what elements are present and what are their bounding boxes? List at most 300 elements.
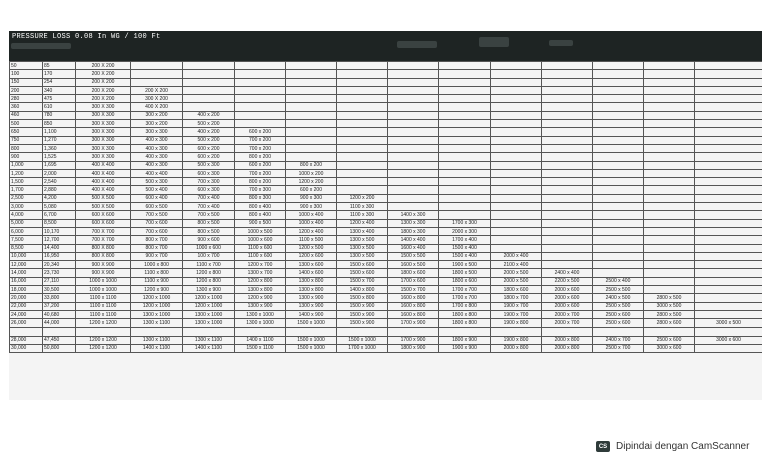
table-cell <box>388 95 439 103</box>
table-cell: 2800 x 500 <box>644 294 695 302</box>
table-cell <box>593 244 644 252</box>
table-cell: 1800 x 500 <box>439 269 491 277</box>
table-cell: 4,200 <box>43 194 76 202</box>
table-cell: 3000 x 600 <box>695 336 763 344</box>
table-cell <box>337 153 388 161</box>
table-cell: 850 <box>43 120 76 128</box>
table-cell: 2000 x 800 <box>542 336 593 344</box>
table-cell: 800 x 300 <box>235 194 286 202</box>
table-cell: 400 x 300 <box>131 136 183 144</box>
table-cell <box>388 62 439 70</box>
table-row <box>10 261 763 269</box>
table-cell: 800 x 500 <box>183 219 235 227</box>
table-cell: 1300 x 600 <box>286 261 337 269</box>
table-cell <box>542 219 593 227</box>
table-cell: 1,100 <box>43 128 76 136</box>
table-cell <box>235 70 286 78</box>
table-row <box>10 336 763 344</box>
table-cell: 1400 x 400 <box>388 236 439 244</box>
table-cell: 2400 x 500 <box>593 294 644 302</box>
table-cell <box>286 327 337 336</box>
table-cell: 1200 x 800 <box>183 269 235 277</box>
table-cell: 14,000 <box>10 269 43 277</box>
table-cell: 500 <box>10 120 43 128</box>
table-cell <box>695 86 763 94</box>
table-cell <box>695 136 763 144</box>
table-cell <box>542 186 593 194</box>
table-row <box>10 277 763 285</box>
table-cell <box>593 269 644 277</box>
table-cell <box>644 244 695 252</box>
table-cell: 300 x 300 <box>131 128 183 136</box>
table-cell: 360 <box>10 103 43 111</box>
table-cell <box>644 194 695 202</box>
table-row <box>10 169 763 177</box>
table-cell: 300 x 200 <box>131 111 183 119</box>
table-cell <box>593 103 644 111</box>
table-cell <box>644 178 695 186</box>
table-cell: 800 x 700 <box>131 236 183 244</box>
table-cell: 300 X 300 <box>76 153 131 161</box>
table-cell <box>491 219 542 227</box>
table-cell: 1500 x 700 <box>337 277 388 285</box>
table-row <box>10 62 763 70</box>
table-cell <box>491 103 542 111</box>
table-cell <box>439 203 491 211</box>
table-cell: 4,000 <box>10 211 43 219</box>
table-cell <box>593 211 644 219</box>
table-cell: 475 <box>43 95 76 103</box>
table-cell: 1300 x 800 <box>286 286 337 294</box>
table-cell: 1500 x 400 <box>439 244 491 252</box>
table-cell <box>542 62 593 70</box>
table-cell: 200 X 200 <box>76 86 131 94</box>
table-cell: 400 x 400 <box>131 169 183 177</box>
table-cell: 1200 x 800 <box>235 277 286 285</box>
table-cell <box>491 70 542 78</box>
table-cell: 700 x 600 <box>131 219 183 227</box>
table-cell: 1500 x 700 <box>388 286 439 294</box>
table-cell <box>337 144 388 152</box>
table-cell: 47,450 <box>43 336 76 344</box>
table-cell <box>695 194 763 202</box>
table-cell <box>491 203 542 211</box>
table-cell <box>491 111 542 119</box>
table-row <box>10 269 763 277</box>
table-cell: 1700 x 600 <box>388 277 439 285</box>
table-cell <box>695 294 763 302</box>
table-cell <box>131 62 183 70</box>
table-cell: 2500 x 500 <box>593 302 644 310</box>
table-row <box>10 310 763 318</box>
table-cell <box>542 194 593 202</box>
table-cell: 1000 x 200 <box>286 169 337 177</box>
table-cell: 800 <box>10 144 43 152</box>
table-cell <box>439 178 491 186</box>
table-cell <box>542 153 593 161</box>
table-cell: 1000 x 600 <box>183 244 235 252</box>
table-cell: 1200 x 1200 <box>76 344 131 352</box>
table-cell: 800 x 200 <box>235 178 286 186</box>
table-cell: 100 x 700 <box>183 252 235 260</box>
table-cell <box>695 169 763 177</box>
table-cell <box>439 128 491 136</box>
table-cell: 1600 x 400 <box>388 244 439 252</box>
table-cell: 1100 x 600 <box>235 252 286 260</box>
table-row <box>10 111 763 119</box>
table-cell <box>388 78 439 86</box>
table-cell <box>286 136 337 144</box>
table-cell: 1000 x 600 <box>235 236 286 244</box>
table-row <box>10 244 763 252</box>
table-cell: 600 x 200 <box>183 153 235 161</box>
scan-artifact <box>479 37 509 47</box>
table-cell: 1300 x 1000 <box>235 319 286 327</box>
table-cell <box>593 70 644 78</box>
table-cell: 2000 x 400 <box>491 252 542 260</box>
table-cell <box>542 169 593 177</box>
table-cell <box>695 128 763 136</box>
scan-artifact <box>397 41 437 48</box>
table-cell: 6,700 <box>43 211 76 219</box>
table-cell: 1300 x 700 <box>235 269 286 277</box>
table-cell <box>131 78 183 86</box>
table-cell: 500 X 500 <box>76 194 131 202</box>
scan-artifact <box>11 43 71 49</box>
table-cell <box>491 169 542 177</box>
table-row <box>10 327 763 336</box>
table-row <box>10 161 763 169</box>
table-cell <box>593 144 644 152</box>
table-cell: 1800 x 600 <box>388 269 439 277</box>
table-cell: 1500 x 500 <box>388 252 439 260</box>
table-cell <box>388 120 439 128</box>
table-cell <box>644 153 695 161</box>
table-cell <box>644 111 695 119</box>
table-cell: 300 X 300 <box>76 144 131 152</box>
table-cell: 300 X 300 <box>76 136 131 144</box>
table-row <box>10 302 763 310</box>
table-cell: 600 X 600 <box>76 211 131 219</box>
table-cell <box>235 111 286 119</box>
table-cell: 1,360 <box>43 144 76 152</box>
table-cell <box>644 236 695 244</box>
table-cell: 8,500 <box>10 244 43 252</box>
table-cell <box>695 277 763 285</box>
table-cell: 460 <box>10 111 43 119</box>
table-cell <box>388 327 439 336</box>
table-cell: 100 <box>10 70 43 78</box>
table-cell <box>593 236 644 244</box>
table-cell <box>644 86 695 94</box>
table-cell: 2,540 <box>43 178 76 186</box>
table-cell <box>542 70 593 78</box>
table-cell: 1700 x 400 <box>439 236 491 244</box>
duct-size-table-body <box>10 62 763 353</box>
table-cell <box>695 219 763 227</box>
table-cell <box>644 62 695 70</box>
table-cell: 800 x 700 <box>131 244 183 252</box>
table-cell: 400 x 200 <box>183 111 235 119</box>
table-cell: 1500 x 1000 <box>337 336 388 344</box>
table-cell <box>542 261 593 269</box>
table-cell: 300 X 300 <box>76 120 131 128</box>
table-cell: 1100 x 1100 <box>76 302 131 310</box>
table-cell <box>388 128 439 136</box>
table-cell: 1,525 <box>43 153 76 161</box>
table-cell: 1500 x 600 <box>337 261 388 269</box>
table-title: PRESSURE LOSS 0.08 In WG / 100 Ft <box>12 33 161 41</box>
table-cell: 2200 x 500 <box>542 277 593 285</box>
table-cell <box>286 111 337 119</box>
table-cell: 400 x 300 <box>131 144 183 152</box>
table-cell: 1600 x 800 <box>388 294 439 302</box>
table-cell <box>439 169 491 177</box>
table-cell: 2500 x 700 <box>593 344 644 352</box>
duct-size-table-wrap <box>9 61 762 400</box>
table-cell <box>644 169 695 177</box>
table-cell: 400 x 300 <box>131 153 183 161</box>
table-cell <box>388 169 439 177</box>
table-cell <box>286 78 337 86</box>
table-cell: 300 X 300 <box>76 111 131 119</box>
table-cell: 1300 x 500 <box>337 244 388 252</box>
table-cell: 1800 x 800 <box>439 319 491 327</box>
table-row <box>10 294 763 302</box>
table-row <box>10 103 763 111</box>
table-cell: 1000 x 400 <box>286 219 337 227</box>
table-cell: 1300 x 900 <box>235 302 286 310</box>
table-cell: 200 X 200 <box>131 86 183 94</box>
table-cell: 1500 x 1100 <box>235 344 286 352</box>
table-cell <box>439 120 491 128</box>
table-cell <box>695 161 763 169</box>
table-cell <box>439 86 491 94</box>
table-cell: 500 x 200 <box>183 120 235 128</box>
table-cell <box>388 153 439 161</box>
table-cell: 1800 x 900 <box>388 344 439 352</box>
table-cell: 500 x 300 <box>183 161 235 169</box>
table-cell: 800 x 200 <box>286 161 337 169</box>
table-cell: 2000 x 600 <box>542 286 593 294</box>
table-row <box>10 227 763 235</box>
table-cell <box>695 236 763 244</box>
table-cell <box>695 261 763 269</box>
table-cell: 1500 x 900 <box>337 302 388 310</box>
table-cell: 6,000 <box>10 227 43 235</box>
table-cell <box>43 327 76 336</box>
table-cell: 800 X 800 <box>76 244 131 252</box>
table-cell: 8,500 <box>43 219 76 227</box>
table-cell: 2400 x 700 <box>593 336 644 344</box>
table-cell: 1300 x 1100 <box>131 336 183 344</box>
table-header-band <box>9 31 762 61</box>
table-cell <box>183 95 235 103</box>
table-cell: 1400 x 1100 <box>131 344 183 352</box>
table-cell <box>337 103 388 111</box>
table-cell <box>131 70 183 78</box>
table-cell: 400 X 200 <box>131 103 183 111</box>
table-cell: 20,340 <box>43 261 76 269</box>
table-cell <box>491 327 542 336</box>
table-cell <box>235 327 286 336</box>
table-cell: 1300 x 1100 <box>131 319 183 327</box>
table-cell: 1600 x 800 <box>388 310 439 318</box>
table-cell: 800 x 500 <box>183 227 235 235</box>
table-cell <box>388 186 439 194</box>
table-cell <box>337 120 388 128</box>
table-row <box>10 194 763 202</box>
table-cell <box>439 186 491 194</box>
table-cell <box>695 310 763 318</box>
table-cell: 1,695 <box>43 161 76 169</box>
table-cell: 1900 x 800 <box>491 319 542 327</box>
table-cell <box>439 161 491 169</box>
table-cell <box>235 78 286 86</box>
table-cell <box>644 120 695 128</box>
table-cell: 1700 x 700 <box>439 286 491 294</box>
table-cell: 1300 x 900 <box>286 294 337 302</box>
table-cell: 1900 x 900 <box>439 344 491 352</box>
table-cell: 700 x 200 <box>235 136 286 144</box>
table-cell <box>491 128 542 136</box>
table-cell <box>695 120 763 128</box>
table-cell: 400 X 400 <box>76 178 131 186</box>
table-cell: 1700 x 1000 <box>337 344 388 352</box>
table-cell: 1300 x 800 <box>286 277 337 285</box>
table-cell: 1200 x 700 <box>235 261 286 269</box>
table-cell: 16,950 <box>43 252 76 260</box>
table-cell: 1900 x 800 <box>491 336 542 344</box>
table-row <box>10 344 763 352</box>
table-cell <box>593 261 644 269</box>
table-cell <box>337 169 388 177</box>
table-cell: 1900 x 700 <box>491 302 542 310</box>
table-cell: 1200 x 1000 <box>183 294 235 302</box>
table-cell: 170 <box>43 70 76 78</box>
table-cell: 27,110 <box>43 277 76 285</box>
table-row <box>10 78 763 86</box>
table-cell: 1200 x 200 <box>286 178 337 186</box>
table-cell: 1000 x 800 <box>131 261 183 269</box>
table-cell: 1,200 <box>10 169 43 177</box>
table-cell <box>183 70 235 78</box>
table-row <box>10 319 763 327</box>
table-cell <box>695 62 763 70</box>
table-cell: 1100 x 900 <box>131 277 183 285</box>
table-cell: 44,000 <box>43 319 76 327</box>
table-cell: 22,000 <box>10 302 43 310</box>
table-cell <box>337 78 388 86</box>
table-cell: 1100 x 500 <box>286 236 337 244</box>
table-cell: 14,400 <box>43 244 76 252</box>
table-cell: 5,000 <box>10 219 43 227</box>
table-cell: 1200 x 1000 <box>183 302 235 310</box>
table-cell: 2000 x 600 <box>542 302 593 310</box>
table-cell: 300 X 300 <box>76 128 131 136</box>
table-cell <box>542 236 593 244</box>
table-cell: 18,000 <box>10 286 43 294</box>
table-cell <box>491 194 542 202</box>
table-cell <box>439 211 491 219</box>
table-cell: 1200 x 1000 <box>131 294 183 302</box>
table-cell <box>542 103 593 111</box>
table-cell: 1300 x 900 <box>183 286 235 294</box>
table-cell: 500 x 400 <box>131 186 183 194</box>
table-cell: 1,270 <box>43 136 76 144</box>
table-cell: 2800 x 600 <box>644 319 695 327</box>
table-cell: 1200 x 800 <box>183 277 235 285</box>
table-cell <box>695 269 763 277</box>
table-cell <box>491 86 542 94</box>
table-cell: 700 x 300 <box>183 178 235 186</box>
table-cell <box>593 252 644 260</box>
table-cell: 2000 x 800 <box>491 344 542 352</box>
table-cell <box>388 203 439 211</box>
table-cell: 1200 x 600 <box>286 252 337 260</box>
table-cell <box>542 111 593 119</box>
table-cell <box>439 103 491 111</box>
table-cell: 1500 x 1000 <box>286 344 337 352</box>
table-cell <box>542 136 593 144</box>
table-cell: 2,500 <box>10 194 43 202</box>
scanned-table-sheet <box>9 31 762 400</box>
table-cell <box>644 327 695 336</box>
table-cell: 1200 x 900 <box>235 294 286 302</box>
table-cell <box>542 211 593 219</box>
table-cell: 600 x 300 <box>183 169 235 177</box>
table-cell <box>593 153 644 161</box>
table-cell <box>286 70 337 78</box>
table-cell: 300 x 200 <box>131 120 183 128</box>
table-cell <box>644 161 695 169</box>
table-cell: 1300 x 800 <box>235 286 286 294</box>
table-row <box>10 136 763 144</box>
table-cell: 1800 x 900 <box>439 336 491 344</box>
table-cell: 40,680 <box>43 310 76 318</box>
table-cell <box>695 286 763 294</box>
table-cell <box>491 161 542 169</box>
table-row <box>10 144 763 152</box>
table-cell <box>593 78 644 86</box>
table-cell <box>439 62 491 70</box>
table-cell <box>593 219 644 227</box>
table-cell <box>644 144 695 152</box>
table-cell <box>695 95 763 103</box>
table-row <box>10 120 763 128</box>
table-cell <box>593 86 644 94</box>
table-cell: 900 <box>10 153 43 161</box>
table-cell: 900 x 300 <box>286 194 337 202</box>
table-cell: 1900 x 500 <box>439 261 491 269</box>
table-cell <box>439 144 491 152</box>
table-cell <box>644 252 695 260</box>
table-cell: 340 <box>43 86 76 94</box>
table-cell <box>337 111 388 119</box>
table-cell <box>644 261 695 269</box>
table-cell <box>337 136 388 144</box>
table-cell <box>542 144 593 152</box>
table-row <box>10 153 763 161</box>
table-cell: 1500 x 900 <box>337 310 388 318</box>
table-cell: 1,000 <box>10 161 43 169</box>
table-cell: 23,730 <box>43 269 76 277</box>
table-cell <box>131 327 183 336</box>
table-cell <box>644 70 695 78</box>
table-cell: 1300 x 1000 <box>183 319 235 327</box>
table-cell: 5,080 <box>43 203 76 211</box>
table-cell <box>542 78 593 86</box>
